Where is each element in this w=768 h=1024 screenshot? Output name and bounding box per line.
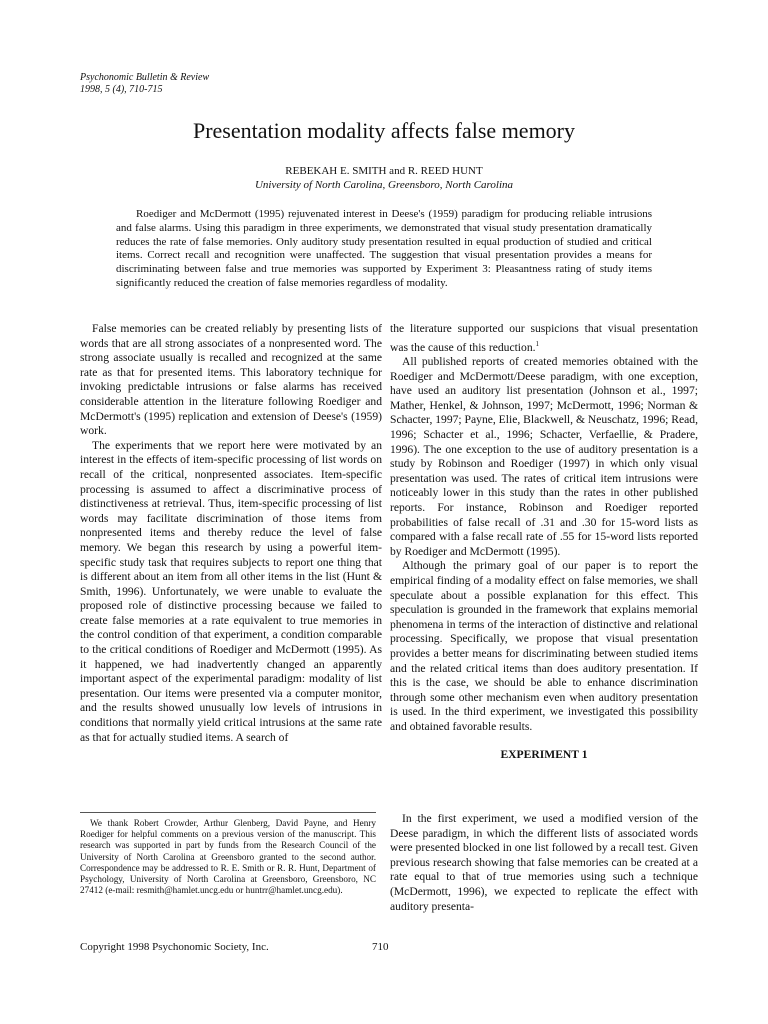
affiliation: University of North Carolina, Greensboro, North Carolina [254, 179, 514, 191]
journal-name: Psychonomic Bulletin & Review [80, 72, 210, 83]
footnote: We thank Robert Crowder, Arthur Glenberg, David Payne, and Henry Roediger for helpful comments on a previous version of the manuscript. This research was supported in part by funds from the Research Council of the University of North Carolina at Greensboro granted to the second author. Correspondence may be addressed to R. E. Smith or R. R. Hunt, Department of Psychology, University of North Carolina at Greensboro, Greensboro, NC 27412 (e-mail: resmith@hamlet.uncg.edu or huntrr@hamlet.uncg.edu). [80, 818, 376, 896]
paper-title: Presentation modality affects false memory [192, 118, 576, 143]
right-continuation-text: the literature supported our suspicions that visual presentation was the cause of this reduction. [390, 322, 698, 354]
journal-header [80, 72, 209, 96]
section-heading: EXPERIMENT 1 [500, 748, 588, 762]
right-paragraph-1: All published reports of created memories obtained with the Roediger and McDermott/Deese paradigm, with one exception, have used an auditory list presentation (Johnson et al., 1997; Mather, Henkel, & Johnson, 1997; McDermott, 1996; Norman & Schacter, 1997; Payne, Elie, Blackwell, & Neuschatz, 1996; Read, 1996; Schacter et al., 1996; Schacter, Verfaellie, & Pradere, 1996). The one exception to the use of auditory presentation is a study by Robinson and Roediger (1997) in which only visual presentation was used. The rates of critical item intrusions were noticeably lower in this study than the rates in other published reports. For instance, Robinson and Roediger reported probabilities of false recall of .31 and .30 for 15-word lists as compared with a false recall rate of .55 for 15-word lists reported by Roediger and McDermott (1995). [390, 355, 698, 558]
abstract [116, 208, 652, 291]
right-continuation [390, 322, 698, 355]
experiment1-paragraph: In the first experiment, we used a modified version of the Deese paradigm, in which the different lists of associated words were presented blocked in one list followed by a recall test. Given previous research showing that false memories can be created at a rate equal to that of true memories using such a technique (McDermott, 1996), we expected to replicate the effect with auditory presenta- [390, 812, 698, 913]
left-paragraph-2: The experiments that we report here were motivated by an interest in the effects of item-specific processing of list words on recall of the critical, nonpresented associates. Item-specific processing is assumed to affect a discriminative process of distinctiveness at retrieval. Thus, item-specific processing of list words may facilitate discrimination of those items from nonpresented items and thereby reduce the level of false memory. We began this research by using a powerful item-specific study task that requires subjects to report one thing that is different about an item from all other items in the list (Hunt & Smith, 1996). Unfortunately, we were unable to evaluate the proposed role of distinctive processing because we failed to create false memories at a rate equivalent to true memories in the control condition of that experiment, a condition comparable to the critical conditions of Roediger and McDermott (1995). As it happened, we had inadvertently changed an apparently important aspect of the experimental paradigm: modality of list presentation. Our items were presented via a computer monitor, and the results showed unusually low levels of intrusions in conditions that normally yield critical intrusions at the same rate as that for actually studied items. A search of [80, 438, 382, 744]
author-block [0, 164, 768, 192]
right-column [390, 322, 698, 781]
journal-citation: 1998, 5 (4), 710-715 [80, 84, 163, 95]
left-paragraph-1: False memories can be created reliably by presenting lists of words that are all strong associates of a nonpresented word. The strong associate usually is recalled and recognized at the same rate as that for presented items. This laboratory technique for invoking predictable intrusions or false alarms has received considerable attention in the literature following Roediger and McDermott's (1995) replication and extension of Deese's (1959) work. [80, 322, 382, 438]
authors: REBEKAH E. SMITH and R. REED HUNT [285, 165, 483, 177]
footnote-marker: 1 [535, 339, 540, 348]
page-number: 710 [372, 941, 389, 953]
footnote-divider [80, 812, 376, 813]
left-column [80, 322, 382, 745]
abstract-text: Roediger and McDermott (1995) rejuvenated interest in Deese's (1959) paradigm for producing reliable intrusions and false alarms. Using this paradigm in three experiments, we demonstrated that visual study presentation dramatically reduces the rate of false memories. Only auditory study presentation resulted in equal production of studied and critical items. Correct recall and recognition were unaffected. The suggestion that visual presentation provides a means for discriminating between false and true memories was supported by Experiment 3: Pleasantness rating of study items significantly reduced the creation of false memories regardless of modality. [116, 208, 652, 289]
copyright: Copyright 1998 Psychonomic Society, Inc. [80, 941, 269, 953]
experiment1-column [390, 812, 698, 914]
right-paragraph-2: Although the primary goal of our paper is to report the empirical finding of a modality effect on false memories, we shall speculate about a possible explanation for this effect. This speculation is grounded in the framework that explains memorial phenomena in terms of the interaction of distinctive and relational processing. Specifically, we propose that visual presentation provides a better means for discriminating between studied items and the related critical items than does auditory presentation. If this is the case, we should be able to enhance discrimination through some other mechanism even when auditory presentation is used. In the third experiment, we investigated this possibility and obtained favorable results. [390, 559, 698, 733]
